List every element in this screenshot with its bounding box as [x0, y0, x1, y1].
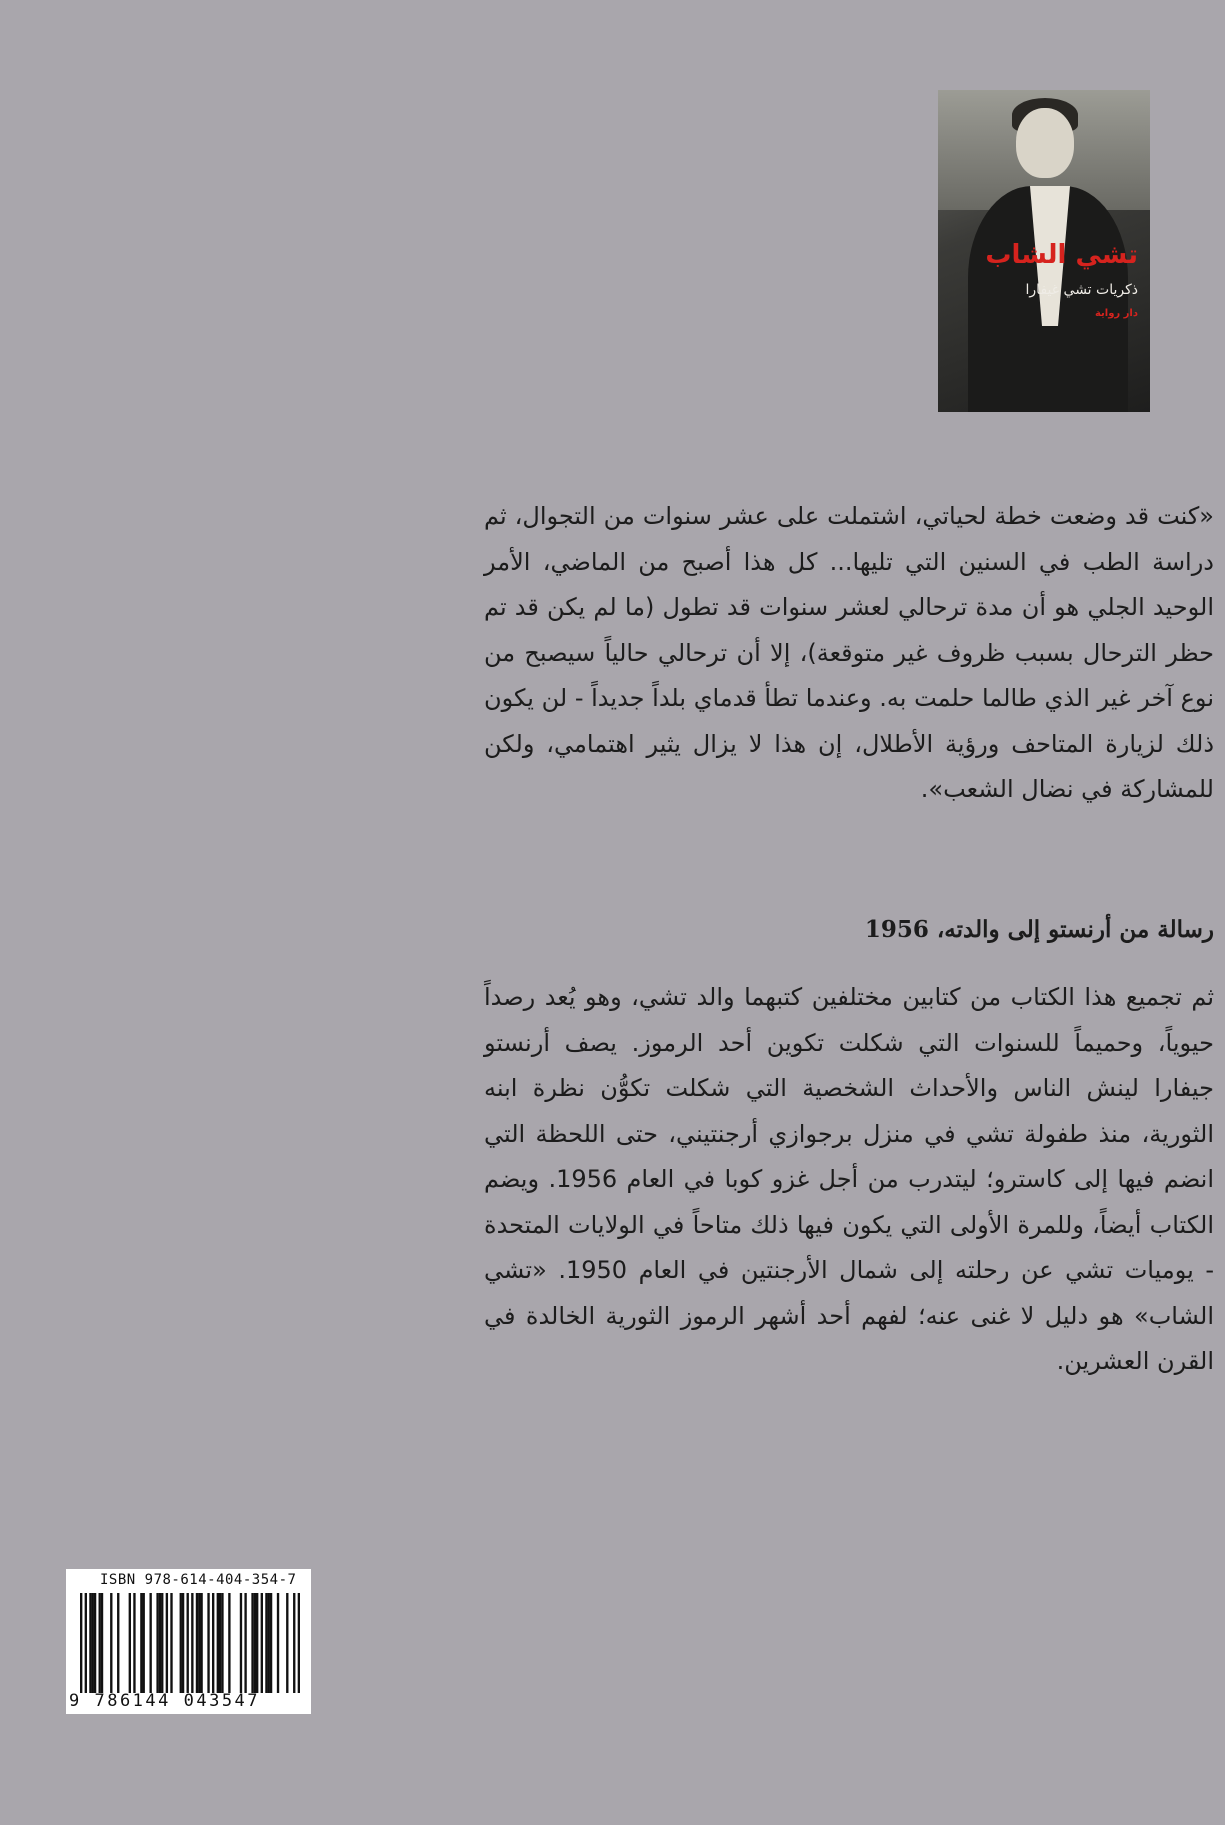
isbn-barcode	[66, 1569, 311, 1714]
barcode-bar	[286, 1593, 288, 1693]
barcode-bar	[240, 1593, 242, 1693]
barcode-bar	[228, 1593, 230, 1693]
barcode-bar	[293, 1593, 295, 1693]
barcode-bar	[133, 1593, 135, 1693]
barcode-bar	[198, 1593, 200, 1693]
cover-publisher: دار رواية	[1094, 308, 1138, 319]
quote-block	[484, 494, 1214, 813]
barcode-bar	[117, 1593, 119, 1693]
attribution-text: رسالة من أرنستو إلى والدته، 1956	[864, 916, 1214, 943]
barcode-bar	[265, 1593, 267, 1693]
isbn-label: ISBN 978-614-404-354-7	[100, 1572, 297, 1588]
barcode-bar	[166, 1593, 168, 1693]
barcode-bar	[89, 1593, 91, 1693]
barcode-bar	[143, 1593, 145, 1693]
barcode-bar	[110, 1593, 112, 1693]
barcode-bar	[298, 1593, 300, 1693]
barcode-bar	[94, 1593, 96, 1693]
barcode-bar	[92, 1593, 94, 1693]
quote-text: «كنت قد وضعت خطة لحياتي، اشتملت على عشر سنوات من التجوال، ثم دراسة الطب في السنين التي تليها... كل هذا أصبح من الماضي، الأمر الوحيد الجلي هو أن مدة ترحالي لعشر سنوات قد تطول (ما لم يكن قد تم حظر الترحال بسبب ظروف غير متوقعة)، إلا أن ترحالي حالياً سيصبح من نوع آخر غير الذي طالما حلمت به. وعندما تطأ قدماي بلداً جديداً - لن يكون ذلك لزيارة المتاحف ورؤية الأطلال، إن هذا لا يزال يثير اهتمامي، ولكن للمشاركة في نضال الشعب».	[484, 502, 1214, 803]
barcode-bar	[256, 1593, 258, 1693]
barcode-bar	[217, 1593, 219, 1693]
barcode-bar	[170, 1593, 172, 1693]
quote-attribution	[484, 910, 1214, 950]
barcode-bar	[244, 1593, 246, 1693]
barcode-bar	[191, 1593, 193, 1693]
book-description	[484, 975, 1214, 1385]
barcode-bar	[196, 1593, 198, 1693]
barcode-bar	[277, 1593, 279, 1693]
barcode-bar	[140, 1593, 142, 1693]
barcode-bars	[80, 1593, 300, 1693]
barcode-bar	[101, 1593, 103, 1693]
barcode-bar	[268, 1593, 270, 1693]
barcode-bar	[99, 1593, 101, 1693]
barcode-bar	[221, 1593, 223, 1693]
barcode-bar	[180, 1593, 182, 1693]
barcode-bar	[80, 1593, 82, 1693]
description-text: ثم تجميع هذا الكتاب من كتابين مختلفين كتبهما والد تشي، وهو يُعد رصداً حيوياً، وحميماً للسنوات التي شكلت تكوين أحد الرموز. يصف أرنستو جيفارا لينش الناس والأحداث الشخصية التي شكلت تكوُّن نظرة ابنه الثورية، منذ طفولة تشي في منزل برجوازي أرجنتيني، حتى اللحظة التي انضم فيها إلى كاسترو؛ ليتدرب من أجل غزو كوبا في العام 1956. ويضم الكتاب أيضاً، وللمرة الأولى التي يكون فيها ذلك متاحاً في الولايات المتحدة - يوميات تشي عن رحلته إلى شمال الأرجنتين في العام 1950. «تشي الشاب» هو دليل لا غنى عنه؛ لفهم أحد أشهر الرموز الثورية الخالدة في القرن العشرين.	[484, 983, 1214, 1375]
barcode-bar	[129, 1593, 131, 1693]
barcode-bar	[270, 1593, 272, 1693]
barcode-bar	[261, 1593, 263, 1693]
barcode-bar	[219, 1593, 221, 1693]
barcode-bar	[156, 1593, 158, 1693]
barcode-bar	[200, 1593, 202, 1693]
cover-figure-face	[1016, 108, 1074, 178]
cover-subtitle: ذكريات تشي غيفارا	[1025, 282, 1138, 298]
barcode-digits: 9 786144 043547	[69, 1691, 261, 1711]
barcode-bar	[182, 1593, 184, 1693]
barcode-bar	[207, 1593, 209, 1693]
barcode-bar	[251, 1593, 253, 1693]
cover-thumbnail	[938, 90, 1150, 412]
barcode-bar	[85, 1593, 87, 1693]
barcode-bar	[149, 1593, 151, 1693]
barcode-bar	[212, 1593, 214, 1693]
barcode-bar	[254, 1593, 256, 1693]
barcode-bar	[161, 1593, 163, 1693]
cover-title: تشي الشاب	[985, 240, 1138, 270]
barcode-bar	[159, 1593, 161, 1693]
barcode-bar	[187, 1593, 189, 1693]
